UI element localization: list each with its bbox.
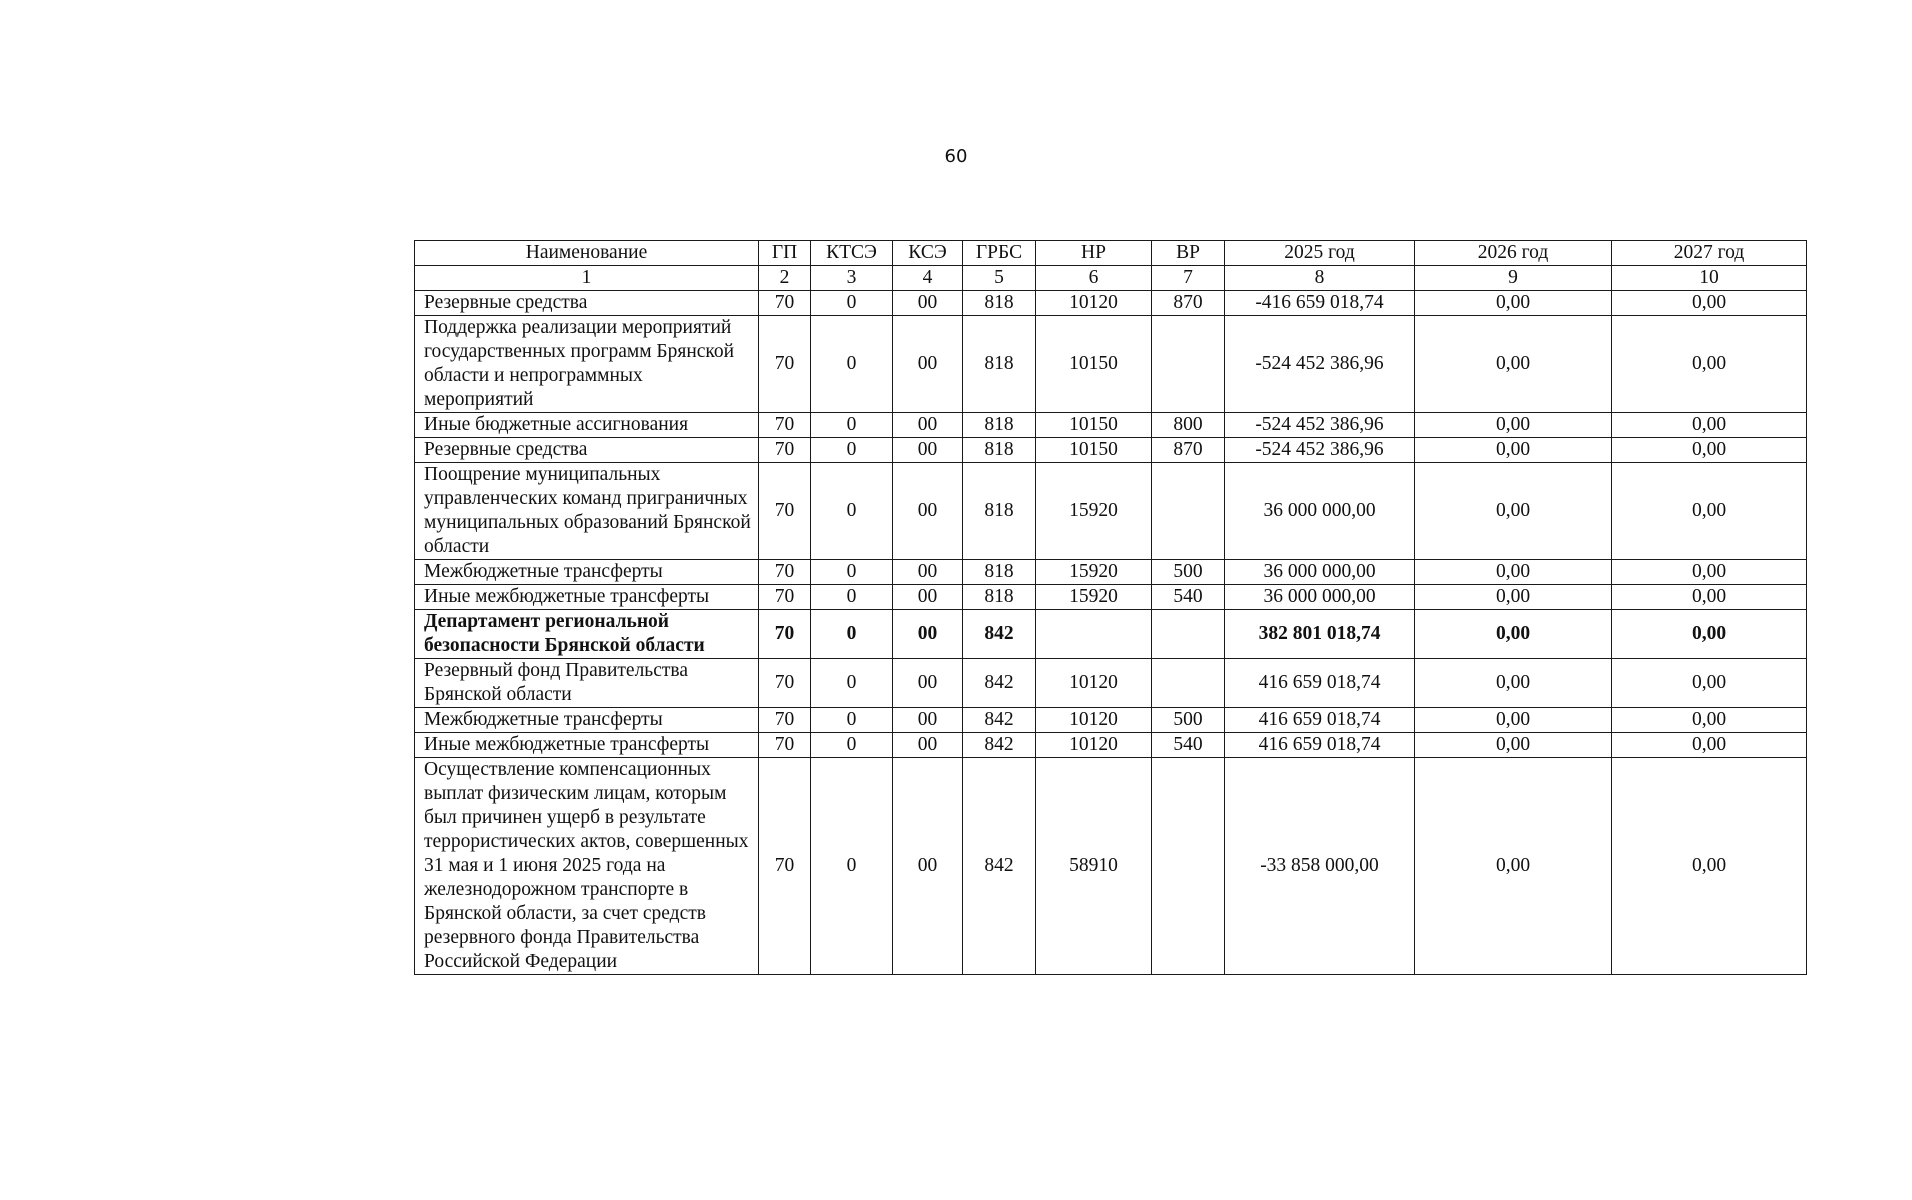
cell-grbs: 818 (963, 585, 1036, 610)
cell-vr: 500 (1152, 560, 1225, 585)
cell-2026: 0,00 (1415, 708, 1612, 733)
cell-gp: 70 (759, 758, 811, 975)
column-number: 1 (415, 266, 759, 291)
table-row (415, 659, 1807, 708)
cell-kse: 00 (893, 659, 963, 708)
cell-gp: 70 (759, 610, 811, 659)
cell-2025: -33 858 000,00 (1225, 758, 1415, 975)
cell-2027: 0,00 (1612, 291, 1807, 316)
table-row (415, 438, 1807, 463)
cell-2025: -416 659 018,74 (1225, 291, 1415, 316)
cell-nr: 10120 (1036, 708, 1152, 733)
cell-kse: 00 (893, 610, 963, 659)
cell-2025: 36 000 000,00 (1225, 560, 1415, 585)
cell-name: Иные межбюджетные трансферты (415, 585, 759, 610)
cell-grbs: 842 (963, 733, 1036, 758)
cell-gp: 70 (759, 708, 811, 733)
budget-table (414, 240, 1807, 975)
column-header-name: Наименование (415, 241, 759, 266)
cell-gp: 70 (759, 585, 811, 610)
column-number: 7 (1152, 266, 1225, 291)
cell-vr (1152, 316, 1225, 413)
column-header-2025: 2025 год (1225, 241, 1415, 266)
table-row (415, 733, 1807, 758)
cell-kse: 00 (893, 585, 963, 610)
cell-gp: 70 (759, 560, 811, 585)
cell-2026: 0,00 (1415, 733, 1612, 758)
cell-grbs: 818 (963, 463, 1036, 560)
cell-gp: 70 (759, 438, 811, 463)
cell-2026: 0,00 (1415, 659, 1612, 708)
cell-ktse: 0 (811, 733, 893, 758)
cell-kse: 00 (893, 708, 963, 733)
cell-ktse: 0 (811, 708, 893, 733)
cell-name: Резервные средства (415, 291, 759, 316)
cell-name: Иные бюджетные ассигнования (415, 413, 759, 438)
cell-ktse: 0 (811, 413, 893, 438)
cell-name: Резервный фонд Правительства Брянской области (415, 659, 759, 708)
cell-gp: 70 (759, 733, 811, 758)
cell-name: Межбюджетные трансферты (415, 560, 759, 585)
cell-grbs: 842 (963, 758, 1036, 975)
cell-ktse: 0 (811, 758, 893, 975)
column-header-kse: КСЭ (893, 241, 963, 266)
cell-2027: 0,00 (1612, 413, 1807, 438)
cell-nr: 15920 (1036, 463, 1152, 560)
cell-2026: 0,00 (1415, 413, 1612, 438)
cell-2026: 0,00 (1415, 463, 1612, 560)
cell-2025: 416 659 018,74 (1225, 733, 1415, 758)
cell-vr: 870 (1152, 438, 1225, 463)
cell-gp: 70 (759, 291, 811, 316)
cell-grbs: 842 (963, 610, 1036, 659)
cell-name: Осуществление компенсационных выплат физическим лицам, которым был причинен ущерб в результате террористических актов, совершенных 31 мая и 1 июня 2025 года на железнодорожном транспорте в Брянской области, за счет средств резервного фонда Правительства Российской Федерации (415, 758, 759, 975)
cell-name: Департамент региональной безопасности Брянской области (415, 610, 759, 659)
table-row (415, 316, 1807, 413)
table-row (415, 291, 1807, 316)
cell-ktse: 0 (811, 610, 893, 659)
column-header-gp: ГП (759, 241, 811, 266)
cell-vr: 800 (1152, 413, 1225, 438)
cell-gp: 70 (759, 659, 811, 708)
cell-2025: -524 452 386,96 (1225, 413, 1415, 438)
cell-2027: 0,00 (1612, 560, 1807, 585)
table-row (415, 585, 1807, 610)
cell-2026: 0,00 (1415, 610, 1612, 659)
cell-2027: 0,00 (1612, 316, 1807, 413)
cell-ktse: 0 (811, 560, 893, 585)
cell-grbs: 818 (963, 291, 1036, 316)
budget-table-container (414, 240, 1806, 975)
cell-nr: 10150 (1036, 413, 1152, 438)
cell-2027: 0,00 (1612, 610, 1807, 659)
cell-vr (1152, 659, 1225, 708)
cell-nr: 10120 (1036, 291, 1152, 316)
cell-vr (1152, 758, 1225, 975)
table-row (415, 610, 1807, 659)
column-number: 6 (1036, 266, 1152, 291)
cell-grbs: 842 (963, 659, 1036, 708)
cell-ktse: 0 (811, 659, 893, 708)
column-number-row (415, 266, 1807, 291)
cell-vr: 540 (1152, 585, 1225, 610)
table-row (415, 758, 1807, 975)
cell-2025: -524 452 386,96 (1225, 316, 1415, 413)
table-row (415, 560, 1807, 585)
column-header-grbs: ГРБС (963, 241, 1036, 266)
cell-grbs: 818 (963, 438, 1036, 463)
cell-nr: 10120 (1036, 733, 1152, 758)
cell-2025: 36 000 000,00 (1225, 585, 1415, 610)
cell-gp: 70 (759, 463, 811, 560)
cell-nr: 10120 (1036, 659, 1152, 708)
cell-grbs: 818 (963, 316, 1036, 413)
cell-2026: 0,00 (1415, 758, 1612, 975)
cell-vr: 540 (1152, 733, 1225, 758)
table-row (415, 413, 1807, 438)
cell-nr: 58910 (1036, 758, 1152, 975)
cell-name: Поддержка реализации мероприятий государственных программ Брянской области и непрограммных мероприятий (415, 316, 759, 413)
cell-kse: 00 (893, 733, 963, 758)
cell-nr: 15920 (1036, 560, 1152, 585)
cell-2027: 0,00 (1612, 708, 1807, 733)
cell-2027: 0,00 (1612, 758, 1807, 975)
page-number: 60 (944, 146, 968, 167)
cell-vr (1152, 463, 1225, 560)
cell-2025: 416 659 018,74 (1225, 659, 1415, 708)
cell-nr: 15920 (1036, 585, 1152, 610)
cell-name: Межбюджетные трансферты (415, 708, 759, 733)
column-number: 9 (1415, 266, 1612, 291)
column-number: 3 (811, 266, 893, 291)
cell-ktse: 0 (811, 438, 893, 463)
cell-nr (1036, 610, 1152, 659)
cell-2026: 0,00 (1415, 585, 1612, 610)
column-header-nr: НР (1036, 241, 1152, 266)
cell-kse: 00 (893, 316, 963, 413)
cell-2025: 416 659 018,74 (1225, 708, 1415, 733)
cell-grbs: 842 (963, 708, 1036, 733)
cell-2025: 382 801 018,74 (1225, 610, 1415, 659)
cell-2027: 0,00 (1612, 733, 1807, 758)
cell-kse: 00 (893, 413, 963, 438)
column-number: 8 (1225, 266, 1415, 291)
cell-vr: 870 (1152, 291, 1225, 316)
cell-2026: 0,00 (1415, 438, 1612, 463)
cell-nr: 10150 (1036, 438, 1152, 463)
cell-2026: 0,00 (1415, 316, 1612, 413)
cell-2025: -524 452 386,96 (1225, 438, 1415, 463)
cell-kse: 00 (893, 758, 963, 975)
column-number: 2 (759, 266, 811, 291)
cell-gp: 70 (759, 413, 811, 438)
cell-name: Иные межбюджетные трансферты (415, 733, 759, 758)
table-row (415, 708, 1807, 733)
cell-ktse: 0 (811, 291, 893, 316)
cell-name: Резервные средства (415, 438, 759, 463)
cell-grbs: 818 (963, 413, 1036, 438)
column-number: 10 (1612, 266, 1807, 291)
header-row (415, 241, 1807, 266)
cell-kse: 00 (893, 463, 963, 560)
cell-name: Поощрение муниципальных управленческих команд приграничных муниципальных образований Брянской области (415, 463, 759, 560)
cell-kse: 00 (893, 560, 963, 585)
column-number: 4 (893, 266, 963, 291)
cell-2026: 0,00 (1415, 560, 1612, 585)
cell-2027: 0,00 (1612, 463, 1807, 560)
table-row (415, 463, 1807, 560)
cell-kse: 00 (893, 438, 963, 463)
cell-kse: 00 (893, 291, 963, 316)
column-header-ktse: КТСЭ (811, 241, 893, 266)
cell-ktse: 0 (811, 463, 893, 560)
cell-ktse: 0 (811, 585, 893, 610)
cell-ktse: 0 (811, 316, 893, 413)
column-header-2027: 2027 год (1612, 241, 1807, 266)
cell-grbs: 818 (963, 560, 1036, 585)
cell-gp: 70 (759, 316, 811, 413)
cell-nr: 10150 (1036, 316, 1152, 413)
column-header-2026: 2026 год (1415, 241, 1612, 266)
cell-2025: 36 000 000,00 (1225, 463, 1415, 560)
cell-2026: 0,00 (1415, 291, 1612, 316)
column-number: 5 (963, 266, 1036, 291)
cell-vr: 500 (1152, 708, 1225, 733)
table-body (415, 241, 1807, 975)
column-header-vr: ВР (1152, 241, 1225, 266)
cell-2027: 0,00 (1612, 438, 1807, 463)
cell-2027: 0,00 (1612, 659, 1807, 708)
cell-vr (1152, 610, 1225, 659)
cell-2027: 0,00 (1612, 585, 1807, 610)
